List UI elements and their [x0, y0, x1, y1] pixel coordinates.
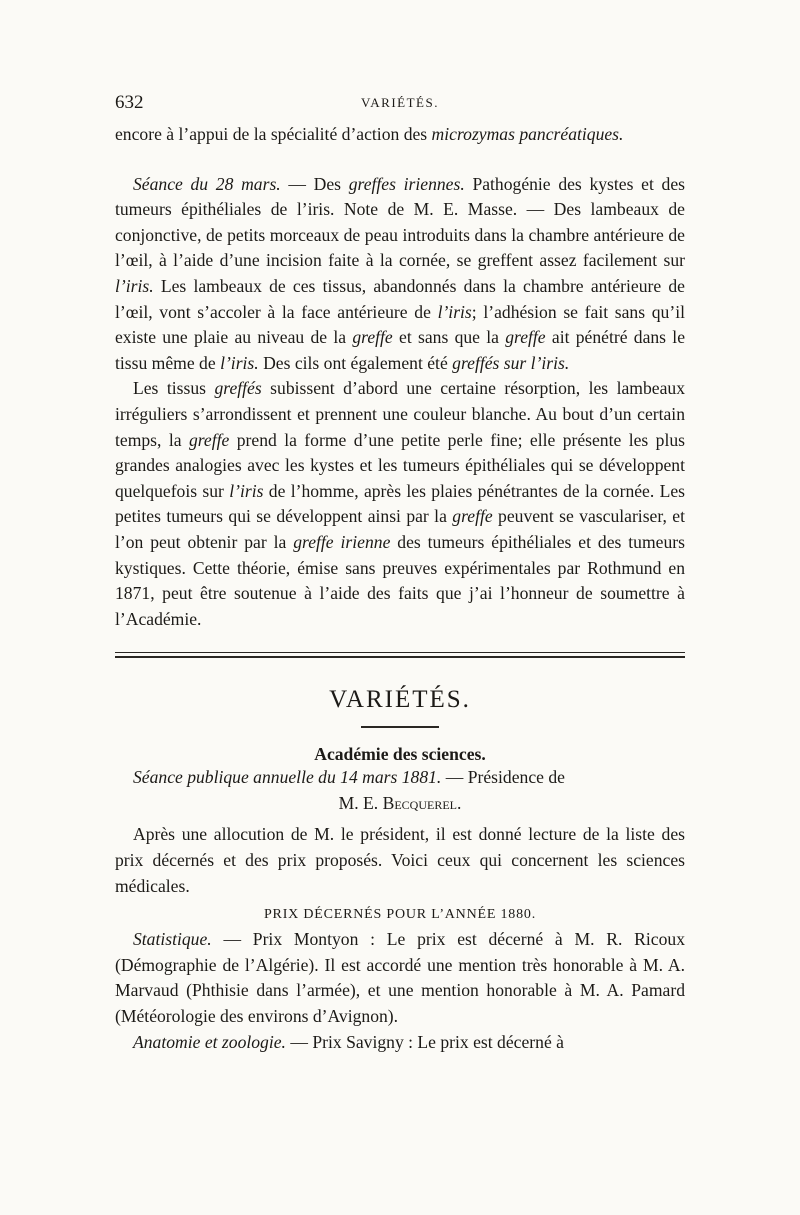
- session-line: Séance publique annuelle du 14 mars 1881. — Présidence de: [133, 767, 565, 788]
- prizes-heading: PRIX DÉCERNÉS POUR L’ANNÉE 1880.: [263, 907, 537, 923]
- divider-thick: [115, 656, 685, 658]
- statistique-paragraph: Statistique. — Prix Montyon : Le prix est décerné à M. R. Ricoux (Démographie de l’Algérie). Il est accordé une mention très honorable à M. A. Marvaud (Phthisie dans l’armée), et une mention honorable à M. A. Pamard (Météorologie des environs d’Avignon).: [115, 929, 685, 1027]
- paragraph-tissus-greffes: Les tissus greffés subissent d’abord une certaine résorption, les lambeaux irréguliers s’arrondissent et prennent une couleur blanche. Au bout d’un certain temps, la greffe prend la forme d’une petite perle fine; elle présente les plus grandes analogies avec les kystes et les tumeurs épithéliales qui se développent quelquefois sur l’iris de l’homme, après les plaies pénétrantes de la cornée. Les petites tumeurs qui se développent ainsi par la greffe peuvent se vasculariser, et l’on peut obtenir par la greffe irienne des tumeurs épithéliales et des tumeurs kystiques. Cette théorie, émise sans preuves expérimentales par Rothmund en 1871, peut être soutenue à l’aide des faits que j’ai l’honneur de soumettre à l’Académie.: [115, 378, 685, 629]
- president-line: M. E. Becquerel.: [338, 792, 462, 813]
- page: [115, 92, 685, 1055]
- session-date: Séance du 28 mars.: [133, 173, 281, 194]
- running-title: VARIÉTÉS.: [361, 95, 439, 110]
- page-number: 632: [115, 92, 144, 113]
- academy-heading: Académie des sciences.: [314, 744, 486, 765]
- paragraph-greffes-iriennes: Séance du 28 mars. — Des greffes iriennes. Pathogénie des kystes et des tumeurs épithéliales de l’iris. Note de M. E. Masse. — Des lambeaux de conjonctive, de petits morceaux de peau introduits dans la chambre antérieure de l’œil, à l’aide d’une incision faite à la cornée, se greffent assez facilement sur l’iris. Les lambeaux de ces tissus, abandonnés dans la chambre antérieure de l’œil, vont s’accoler à la face antérieure de l’iris; l’adhésion se fait sans qu’il existe une plaie au niveau de la greffe et sans que la greffe ait pénétré dans le tissu même de l’iris. Des cils ont également été greffés sur l’iris.: [115, 173, 685, 373]
- intro-paragraph: Après une allocution de M. le président, il est donné lecture de la liste des prix décernés et des prix proposés. Voici ceux qui concernent les sciences médicales.: [115, 824, 685, 896]
- running-head: [115, 92, 685, 122]
- divider-thin: [115, 652, 685, 653]
- anatomie-paragraph: Anatomie et zoologie. — Prix Savigny : Le prix est décerné à: [133, 1031, 564, 1052]
- section-title: VARIÉTÉS.: [329, 686, 471, 714]
- section-divider: [115, 652, 685, 658]
- title-underline: [361, 726, 439, 728]
- paragraph-continuation: encore à l’appui de la spécialité d’action des microzymas pancréatiques.: [115, 124, 624, 144]
